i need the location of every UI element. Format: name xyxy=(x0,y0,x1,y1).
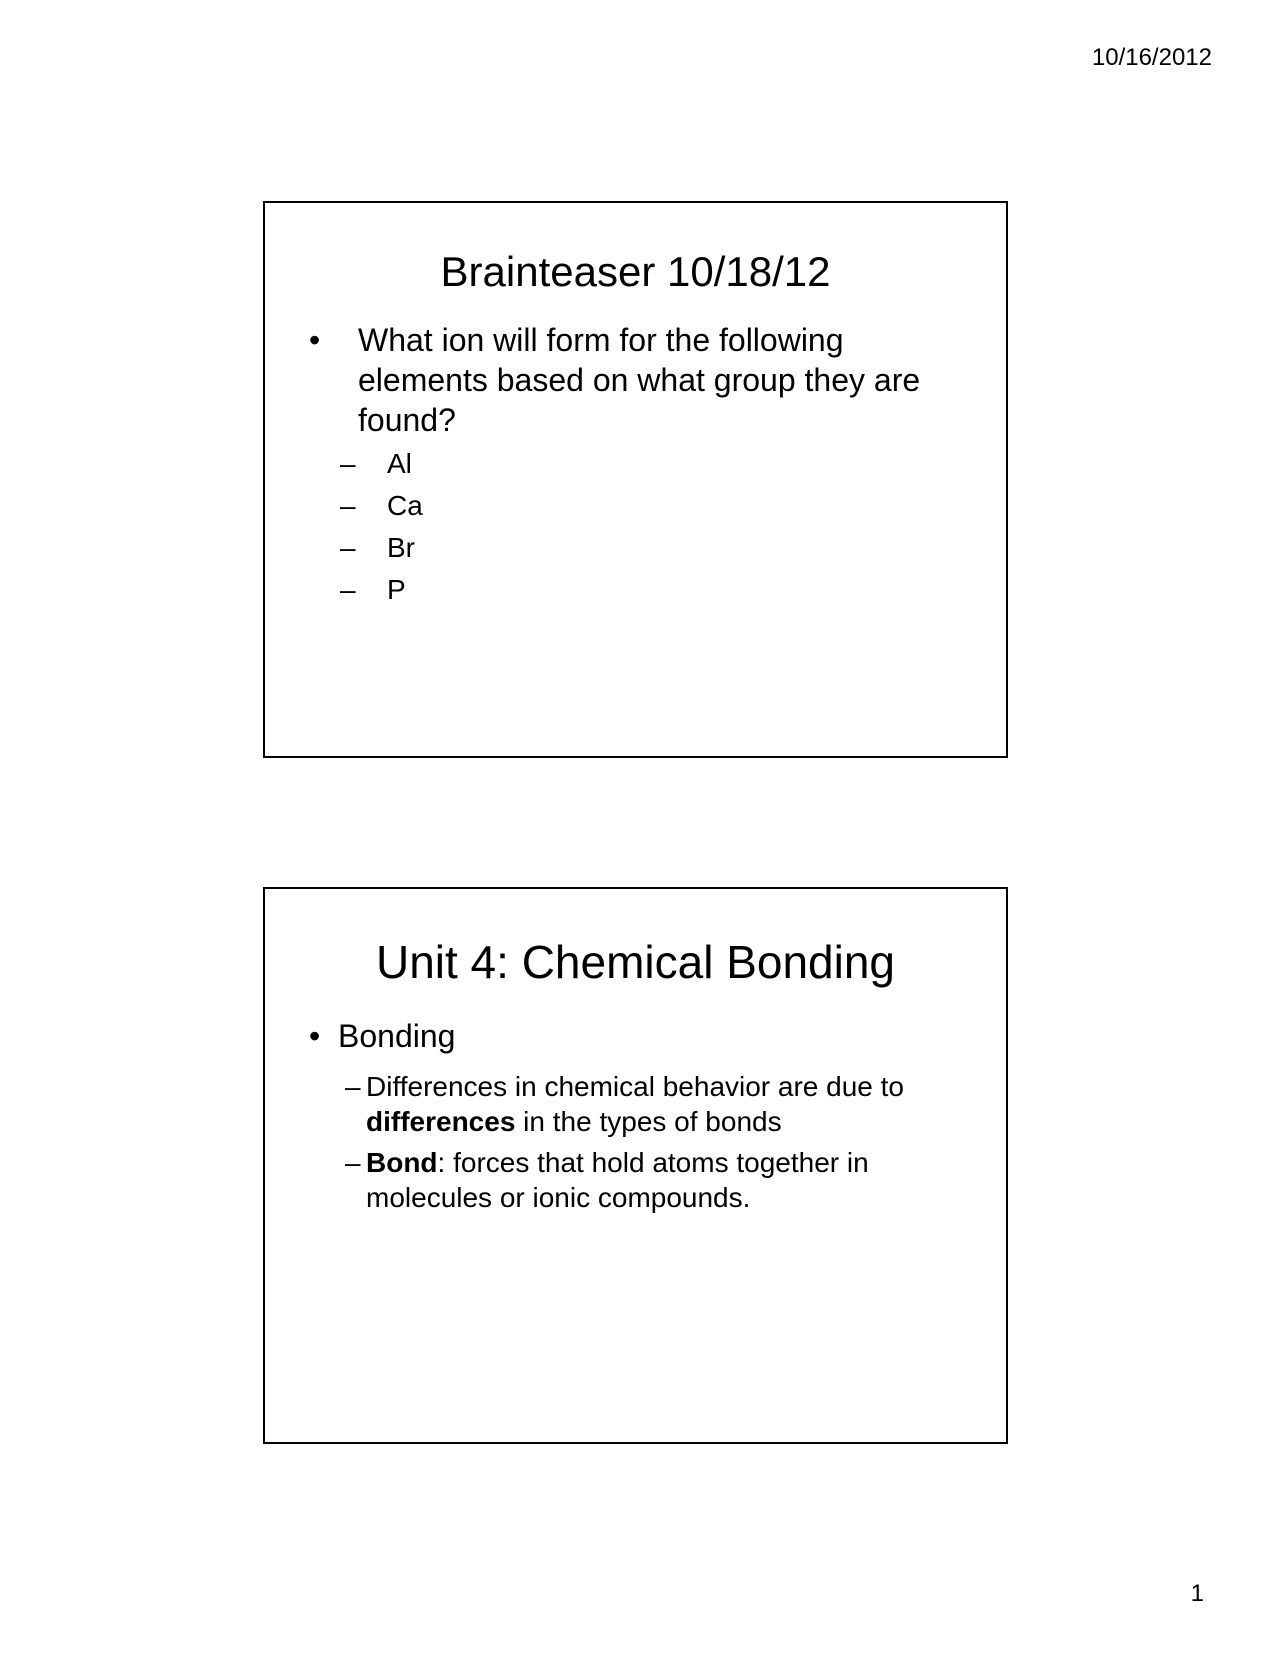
page-number: 1 xyxy=(1190,1580,1204,1607)
dash-marker: – xyxy=(340,574,356,605)
text-segment: in the types of bonds xyxy=(515,1106,782,1137)
dash-marker: – xyxy=(345,1071,361,1102)
sub-bullet-text xyxy=(366,1069,951,1139)
element-symbol: Br xyxy=(387,532,415,563)
slide-brainteaser xyxy=(263,201,1008,758)
slide-chemical-bonding xyxy=(263,887,1008,1444)
element-symbol: Ca xyxy=(387,490,423,521)
dash-marker: – xyxy=(340,490,356,521)
question-text: What ion will form for the following elements based on what group they are found? xyxy=(358,322,921,438)
text-segment: : forces that hold atoms together in molecules or ionic compounds. xyxy=(366,1147,869,1213)
header-date: 10/16/2012 xyxy=(1091,44,1212,71)
element-symbol: P xyxy=(387,574,406,605)
bullet-dot: • xyxy=(309,322,321,358)
dash-marker: – xyxy=(340,532,356,563)
bullet-dot: • xyxy=(309,1018,321,1054)
slide-title: Unit 4: Chemical Bonding xyxy=(375,936,896,988)
bold-term: Bond xyxy=(366,1147,438,1178)
slide-title: Brainteaser 10/18/12 xyxy=(440,248,831,295)
element-symbol: Al xyxy=(387,448,412,479)
bold-term: differences xyxy=(366,1106,516,1137)
dash-marker: – xyxy=(345,1147,361,1178)
text-segment: Differences in chemical behavior are due to xyxy=(366,1071,905,1102)
dash-marker: – xyxy=(340,448,356,479)
sub-bullet-text xyxy=(366,1145,951,1215)
bullet-text: Bonding xyxy=(338,1018,456,1054)
